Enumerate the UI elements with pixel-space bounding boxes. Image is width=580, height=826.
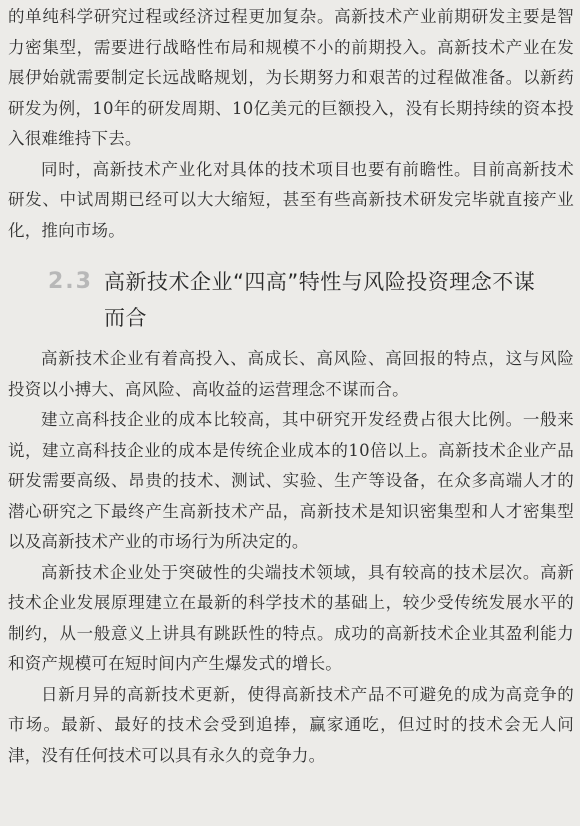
body-paragraph: 日新月异的高新技术更新，使得高新技术产品不可避免的成为高竞争的市场。最新、最好的技术会受到追捧，赢家通吃，但过时的技术会无人问津，没有任何技术可以具有永久的竞争力。 [8, 684, 574, 765]
intro-paragraph: 同时，高新技术产业化对具体的技术项目也要有前瞻性。目前高新技术研发、中试周期已经可以大大缩短，甚至有些高新技术研发完毕就直接产业化，推向市场。 [8, 159, 574, 240]
section-number: 2.3 [48, 269, 93, 294]
section-title-line1: 高新技术企业“四高”特性与风险投资理念不谋 [104, 270, 536, 294]
section-title-line2: 而合 [104, 306, 147, 330]
section-title [88, 264, 574, 336]
body-paragraph: 高新技术企业处于突破性的尖端技术领域，具有较高的技术层次。高新技术企业发展原理建立在最新的科学技术的基础上，较少受传统发展水平的制约，从一般意义上讲具有跳跃性的特点。成功的高新技术企业其盈利能力和资产规模可在短时间内产生爆发式的增长。 [8, 562, 574, 673]
body-paragraph: 高新技术企业有着高投入、高成长、高风险、高回报的特点，这与风险投资以小搏大、高风险、高收益的运营理念不谋而合。 [8, 349, 574, 399]
section-heading [8, 264, 574, 336]
body-paragraph: 建立高科技企业的成本比较高，其中研究开发经费占很大比例。一般来说，建立高科技企业的成本是传统企业成本的10倍以上。高新技术企业产品研发需要高级、昂贵的技术、测试、实验、生产等设备，在众多高端人才的潜心研究之下最终产生高新技术产品，高新技术是知识密集型和人才密集型以及高新技术产业的市场行为所决定的。 [8, 410, 574, 551]
intro-paragraph-continued: 的单纯科学研究过程或经济过程更加复杂。高新技术产业前期研发主要是智力密集型，需要进行战略性布局和规模不小的前期投入。高新技术产业在发展伊始就需要制定长远战略规划，为长期努力和艰苦的过程做准备。以新药研发为例，10年的研发周期、10亿美元的巨额投入，没有长期持续的资本投入很难维持下去。 [8, 7, 574, 148]
